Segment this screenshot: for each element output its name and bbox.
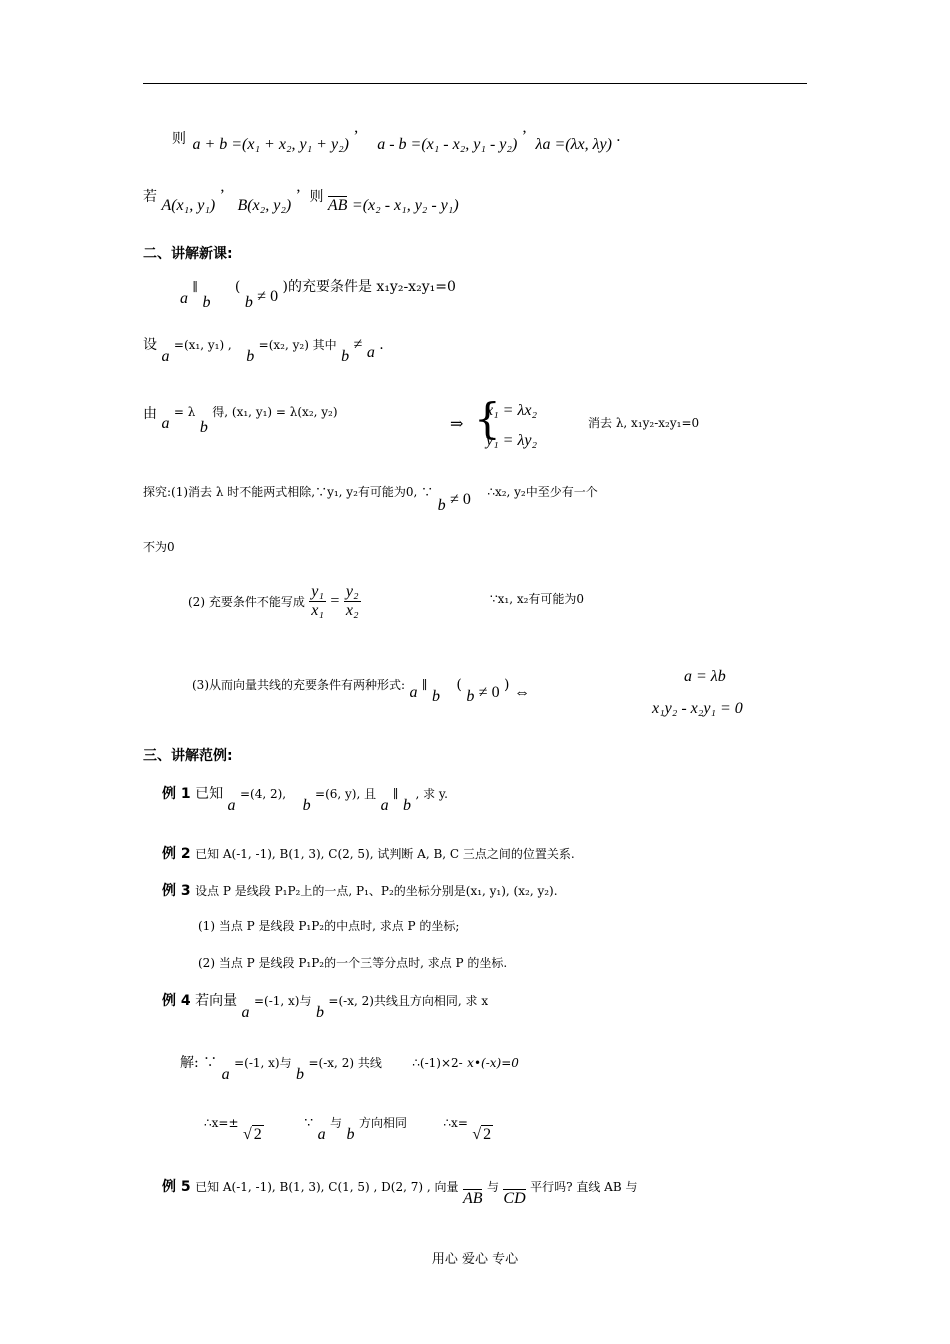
ex4-a-value: =(-1, x)与 — [253, 994, 312, 1008]
system-eq-2: y₁ = λy₂ — [486, 432, 538, 449]
b-coords: =(x₂, y₂) 其中 — [258, 338, 337, 352]
ex3-sub-2: (2) 当点 P 是线段 P₁P₂的一个三等分点时, 求点 P 的坐标. — [198, 956, 508, 970]
formula-ab: =(x₂ - x₁, y₂ - y₁) — [351, 197, 459, 214]
derivation-line — [143, 403, 338, 453]
vec-a: a — [317, 1126, 326, 1143]
result-1: ∴x=± — [204, 1116, 239, 1130]
formula-scale: λa =(λx, λy) — [535, 136, 612, 153]
formula-line-ab: 若 A(x₁, y₁) ’ B(x₂, y₂) ’ 则 AB =(x₂ - x₁, y₂ - y₁) — [143, 187, 459, 214]
fraction-1 — [309, 583, 326, 620]
vec-a: a — [241, 1004, 250, 1021]
neq-zero: ≠ 0 — [478, 684, 500, 701]
section-title-examples: 三、讲解范例: — [143, 748, 233, 764]
and: 与 — [486, 1180, 499, 1194]
eq-lambda: = λ — [173, 405, 196, 419]
item-2 — [188, 583, 361, 620]
vector-cd: CD — [503, 1190, 526, 1207]
vec-a: a — [161, 348, 170, 365]
vec-b: b — [466, 688, 475, 705]
explore-line-1 — [143, 483, 598, 514]
vec-b: b — [341, 348, 350, 365]
vec-b: b — [403, 797, 412, 814]
vec-b: b — [315, 1004, 324, 1021]
vec-b: b — [296, 1066, 305, 1083]
formula-sum: a + b =(x₁ + x₂, y₁ + y₂) — [192, 136, 349, 153]
condition-text: )的充要条件是 x₁y₂-x₂y₁=0 — [282, 279, 456, 295]
form-1: a = λb — [684, 668, 726, 685]
vec-b: b — [346, 1126, 355, 1143]
ex3-sub-1: (1) 当点 P 是线段 P₁P₂的中点时, 求点 P 的坐标; — [198, 919, 460, 933]
sqrt-value: 2 — [483, 1126, 492, 1143]
vec-b: b — [244, 294, 253, 311]
ex4-text: 若向量 — [195, 993, 238, 1009]
ex5-question: 平行吗? 直线 AB 与 — [530, 1180, 638, 1194]
ex5-text: 已知 A(-1, -1), B(1, 3), C(1, 5) , D(2, 7) , 向量 — [195, 1180, 459, 1194]
vec-b: b — [202, 294, 211, 311]
because: ∵ — [304, 1115, 314, 1131]
sqrt-value: 2 — [253, 1126, 262, 1143]
point-b: B(x₂, y₂) — [237, 197, 292, 214]
vec-b: b — [302, 797, 311, 814]
example-1 — [162, 783, 448, 814]
text-ruo: 若 — [143, 189, 157, 205]
sol-cross-2: x•(-x)=0 — [467, 1056, 519, 1070]
explore-text-2: ∴x₂, y₂中至少有一个 — [487, 485, 598, 499]
system-brace: { — [474, 394, 501, 443]
sqrt-sign: √ — [242, 1126, 252, 1143]
explore-line-2: 不为0 — [143, 540, 175, 554]
example-2 — [162, 843, 575, 863]
formula-diff: a - b =(x₁ - x₂, y₁ - y₂) — [377, 136, 518, 153]
neq-zero: ≠ 0 — [450, 491, 471, 508]
system-eq-1: x₁ = λx₂ — [486, 402, 538, 419]
example-5 — [162, 1176, 638, 1207]
vec-a: a — [409, 684, 418, 701]
parallel-symbol: ∥ — [393, 787, 399, 801]
text-she: 设 — [143, 337, 157, 353]
same-direction: 方向相同 — [358, 1116, 407, 1130]
equals: = — [330, 592, 340, 610]
fraction-2 — [344, 583, 361, 620]
paren-close: ) — [504, 677, 510, 693]
neq-zero: ≠ 0 — [257, 288, 279, 305]
vec-b: b — [246, 348, 255, 365]
vec-a: a — [227, 797, 236, 814]
result-2: ∴x= — [443, 1116, 468, 1130]
point-a: A(x₁, y₁) — [161, 197, 216, 214]
example-label: 例 3 — [162, 883, 191, 899]
eliminate-text: 消去 λ, x₁y₂-x₂y₁=0 — [588, 416, 700, 430]
sol-a-value: =(-1, x)与 — [234, 1056, 292, 1070]
example-3 — [162, 880, 558, 900]
vec-a: a — [380, 797, 389, 814]
parallel-symbol: ∥ — [192, 280, 198, 294]
form-2: x₁y₂ - x₂y₁ = 0 — [652, 700, 743, 717]
ex4-b-value: =(-x, 2)共线且方向相同, 求 x — [328, 994, 489, 1008]
formula-line-ops: 则 a + b =(x₁ + x₂, y₁ + y₂) ’ a - b =(x₁ - x₂, y₁ - y₂) ’ λa =(λx, λy) . — [172, 128, 621, 153]
dot: . — [379, 337, 384, 353]
page-footer: 用心 爱心 专心 — [431, 1252, 519, 1267]
example-4 — [162, 990, 489, 1021]
item-3 — [192, 676, 530, 705]
neq-symbol: ≠ — [353, 336, 363, 353]
parallel-condition — [180, 276, 456, 311]
implies-symbol: ⇒ — [450, 416, 464, 433]
ex1-a-value: =(4, 2), — [239, 787, 287, 801]
text-ze2: 则 — [309, 189, 324, 205]
a-coords: =(x₁, y₁) , — [173, 338, 232, 352]
paren-open: ( — [234, 279, 241, 295]
example-label: 例 2 — [162, 846, 191, 862]
section-title-new-lesson: 二、讲解新课: — [143, 246, 233, 262]
derivation-text: 得, (x₁, y₁) = λ(x₂, y₂) — [212, 405, 338, 419]
denominator-2: x₂ — [345, 602, 359, 619]
example-label: 例 4 — [162, 993, 191, 1009]
vec-a: a — [180, 290, 188, 307]
and: 与 — [330, 1116, 343, 1130]
vec-a: a — [221, 1066, 230, 1083]
sqrt-sign: √ — [472, 1126, 482, 1143]
numerator-1: y₁ — [311, 583, 324, 600]
sol-cross: ∴(-1)×2- — [412, 1056, 463, 1070]
text-ze: 则 — [172, 131, 186, 147]
item3-text: (3)从而向量共线的充要条件有两种形式: — [192, 678, 406, 692]
paren-open: ( — [456, 677, 462, 693]
example-label: 例 5 — [162, 1179, 191, 1195]
vec-b: b — [437, 497, 446, 514]
vec-b: b — [199, 419, 208, 436]
numerator-2: y₂ — [345, 583, 359, 600]
denominator-1: x₁ — [311, 602, 324, 619]
example-label: 例 1 — [162, 786, 191, 802]
ex4-solution-2 — [204, 1113, 493, 1143]
vector-ab: AB — [327, 197, 348, 214]
item2-because: ∵x₁, x₂有可能为0 — [490, 592, 585, 606]
ex3-text: 设点 P 是线段 P₁P₂上的一点, P₁、P₂的坐标分别是(x₁, y₁), (x₂, y₂). — [195, 884, 558, 898]
explore-text: 探究:(1)消去 λ 时不能两式相除,∵y₁, y₂有可能为0, ∵ — [143, 485, 434, 499]
header-rule — [143, 83, 807, 84]
ex1-ask: , 求 y. — [415, 787, 448, 801]
parallel-symbol: ∥ — [421, 678, 428, 692]
sol-b-value: =(-x, 2) 共线 — [308, 1056, 382, 1070]
ex1-text: 已知 — [195, 786, 224, 802]
solution-label: 解: ∵ — [180, 1055, 218, 1071]
vec-a: a — [161, 415, 170, 432]
set-line — [143, 334, 384, 365]
item2-text: (2) 充要条件不能写成 — [188, 595, 305, 609]
vec-b: b — [431, 688, 440, 705]
ex2-text: 已知 A(-1, -1), B(1, 3), C(2, 5), 试判断 A, B, C 三点之间的位置关系. — [195, 847, 575, 861]
text-you: 由 — [143, 406, 157, 422]
ex4-solution-1 — [180, 1052, 519, 1083]
vector-ab: AB — [462, 1190, 483, 1207]
vec-a: a — [366, 344, 375, 361]
ex1-b-value: =(6, y), 且 — [315, 787, 377, 801]
iff-symbol: ⇔ — [513, 684, 530, 701]
